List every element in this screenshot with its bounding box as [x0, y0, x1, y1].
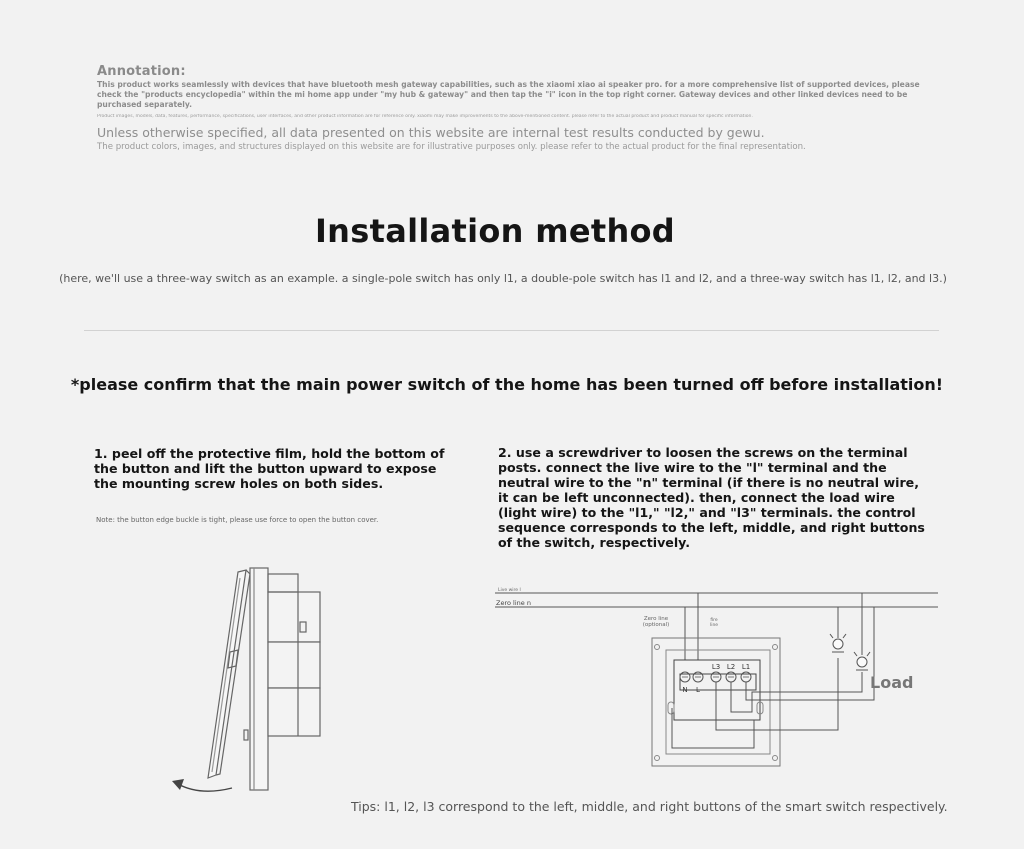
step-1-text: 1. peel off the protective film, hold the bottom of the button and lift the button upward to expose the mounting screw holes on both sides.	[94, 446, 445, 491]
fire-line-label-2: line	[709, 623, 719, 628]
divider	[84, 330, 939, 331]
zero-line-label: Zero line n	[496, 599, 531, 607]
terminal-label-n: N	[682, 686, 688, 694]
load-label: Load	[870, 673, 914, 692]
switch-side-illustration	[160, 560, 340, 800]
terminal-label-l2: L2	[726, 663, 736, 671]
zero-optional-label-1: Zero line	[643, 616, 669, 622]
wiring-diagram	[490, 580, 950, 780]
annotation-body: This product works seamlessly with devices that have bluetooth mesh gateway capabilities, such as the xiaomi xiao ai speaker pro. for a more comprehensive list of supported devices, please check the "products encyclopedia" within the mi home app under "my hub & gateway" and then tap the "i" icon in the top right corner. Gateway devices and other linked devices need to be purchased separately.	[97, 80, 920, 109]
terminal-label-l3: L3	[711, 663, 721, 671]
power-warning: *please confirm that the main power switch of the home has been turned off before installation!	[70, 375, 944, 394]
annotation-disclaimer: Product images, models, data, features, performance, specifications, user interfaces, and other product information are for reference only. xiaomi may make improvements to the above-mentioned content. please refer to the actual product and product manual for specific information.	[97, 114, 753, 119]
tips-text: Tips: l1, l2, l3 correspond to the left, middle, and right buttons of the smart switch respectively.	[351, 799, 948, 814]
terminal-label-l: L	[696, 686, 700, 694]
lamp-icon	[854, 650, 870, 670]
step-1-note: Note: the button edge buckle is tight, please use force to open the button cover.	[96, 516, 379, 524]
page-subtitle: (here, we'll use a three-way switch as an example. a single-pole switch has only l1, a double-pole switch has l1 and l2, and a three-way switch has l1, l2, and l3.)	[59, 272, 947, 285]
annotation-test-note: Unless otherwise specified, all data presented on this website are internal test results conducted by gewu.	[97, 125, 765, 140]
page-title: Installation method	[314, 212, 676, 250]
annotation-title: Annotation:	[97, 64, 186, 79]
rotate-arrow-icon	[178, 784, 232, 791]
terminal-label-l1: L1	[741, 663, 751, 671]
fire-line-label-1: fire	[710, 618, 718, 623]
annotation-colors-note: The product colors, images, and structures displayed on this website are for illustrative purposes only. please refer to the actual product for the final representation.	[97, 142, 806, 152]
step-2-text: 2. use a screwdriver to loosen the screws on the terminal posts. connect the live wire to the "l" terminal and the neutral wire to the "n" terminal (if there is no neutral wire, it can be left unconnected). then, connect the load wire (light wire) to the "l1," "l2," and "l3" terminals. the control sequence corresponds to the left, middle, and right buttons of the switch, respectively.	[498, 445, 925, 550]
live-wire-label: Live wire l	[498, 588, 521, 593]
zero-optional-label-2: (optional)	[642, 622, 670, 628]
lamp-icon	[830, 632, 846, 652]
